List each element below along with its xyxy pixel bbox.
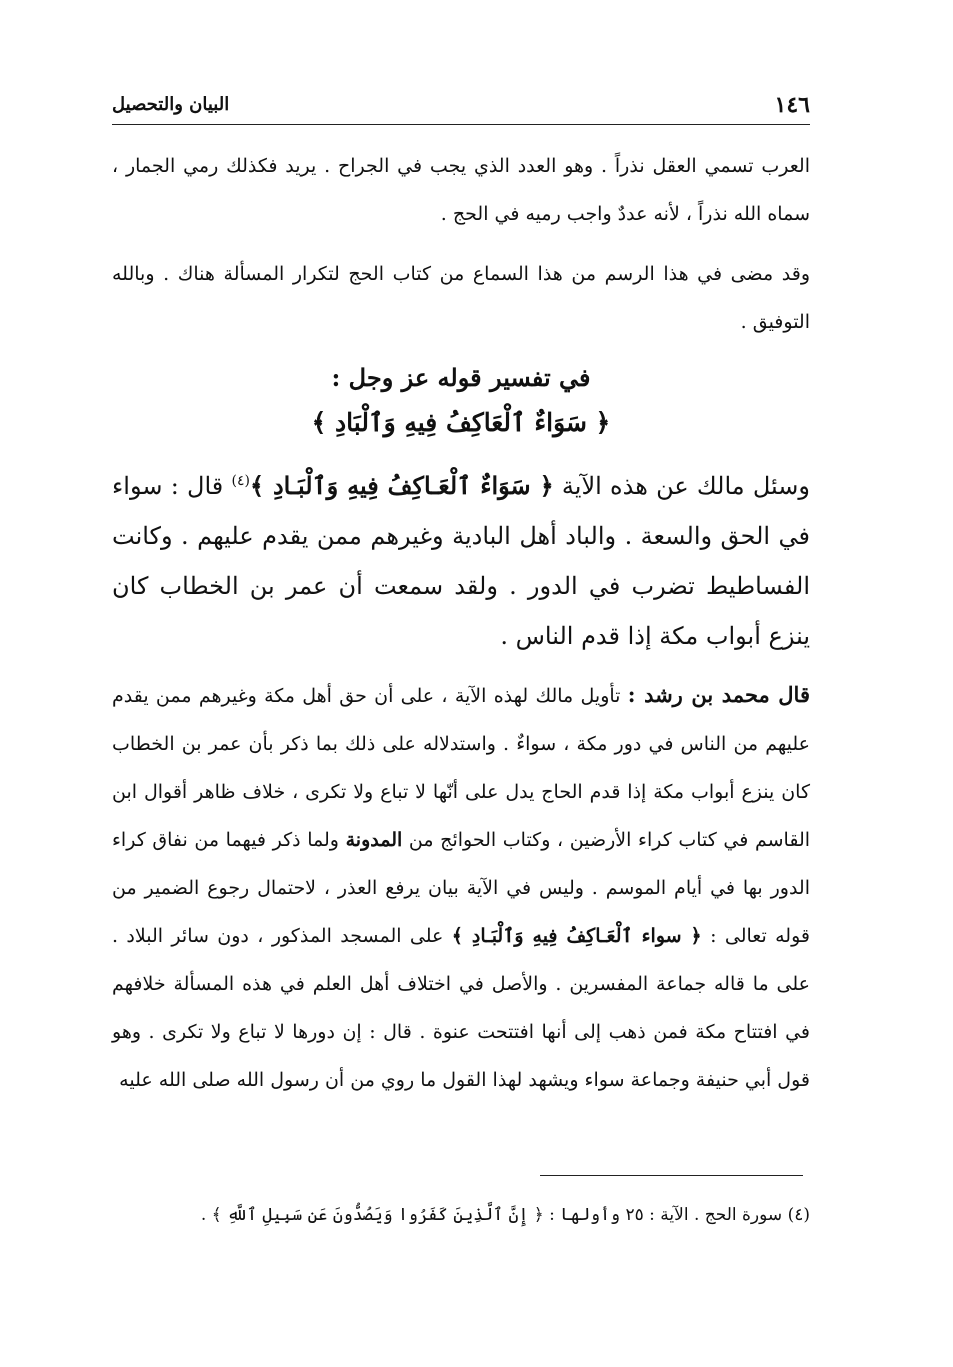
- paragraph-2: وقد مضى في هذا الرسم من هذا السماع من كتاب الحج لتكرار المسألة هناك . وبالله التوفيق .: [112, 263, 810, 333]
- footnote-number: (٤): [787, 1205, 810, 1225]
- paragraph-commentary: [112, 671, 810, 1104]
- commentary-text-1: تأويل مالك لهذه الآية ، على أن حق أهل مكة وغيرهم ممن يقدم عليهم من الناس في دور مكة ، سواءٌ . واستدلاله على ذلك بما ذكر بأن عمر بن الخطاب كان ينزع أبواب مكة إذا قدم الحاج يدل على أنّها لا تباع ولا تكرى ، خلاف ظاهر أقوال ابن القاسم في كتاب كراء الأرضين ، وكتاب الحوائج من: [112, 685, 811, 851]
- page-body: [112, 142, 810, 1104]
- commentary-lead: قال محمد بن رشد :: [627, 682, 810, 707]
- commentary-bold-word: المدونة: [345, 829, 403, 851]
- page-number: ١٤٦: [774, 92, 810, 118]
- section-heading: في تفسير قوله عز وجل :: [331, 363, 591, 392]
- commentary-verse: ﴿ سواء ٱلْعَـاكِفُ فِيهِ وَٱلْبَـادِ ﴾: [451, 925, 702, 947]
- question-answer: قال : سواء في الحق والسعة . والباد أهل البادية وغيرهم ممن يقدم عليهم . وكانت الفساطيط تضرب في الدور . ولقد سمعت أن عمر بن الخطاب كان ينزع أبواب مكة إذا قدم الناس .: [112, 472, 810, 650]
- page-header: [112, 88, 810, 125]
- footnote: [112, 1198, 810, 1232]
- question-verse: ﴿ سَوَاءٌ ٱلْعَـاكِفُ فِيهِ وَٱلْبَـادِ ﴾: [249, 471, 554, 500]
- paragraph-question: [112, 456, 810, 661]
- running-title: البيان والتحصيل: [112, 94, 230, 115]
- paragraph-1: العرب تسمي العقل نذراً . وهو العدد الذي يجب في الجراح . يريد فكذلك رمي الجمار ، سماه الله نذراً ، لأنه عددٌ واجب رميه في الحج .: [112, 155, 810, 225]
- commentary-text-3: على المسجد المذكور ، دون سائر البلاد . على ما قاله جماعة المفسرين . والأصل في اختلاف أهل العلم في هذه المسألة خلافهم في افتتاح مكة فمن ذهب إلى أنها افتتحت عنوة . قال : إن دورها لا تباع ولا تكرى . وهو قول أبي حنيفة وجماعة سواء ويشهد لهذا القول ما روي من أن رسول الله صلى الله عليه: [112, 925, 810, 1091]
- footnote-divider: [540, 1175, 803, 1176]
- section-heading-verse: ﴿ سَوَاءٌ ٱلْعَاكِفُ فِيهِ وَٱلْبَادِ ﴾: [311, 408, 611, 437]
- footnote-reference: (٤): [231, 473, 250, 489]
- footnote-text: سورة الحج . الآية : ٢٥ وأولها : ﴿ إِنَّ ٱلَّذِينَ كَفَرُوا وَيَصُدُّونَ عَن سَبِيلِ ٱللَّهِ ﴾ .: [200, 1205, 783, 1225]
- question-intro: وسئل مالك عن هذه الآية: [561, 472, 810, 500]
- commentary-text-2: ولما ذكر فيهما من نفاق كراء الدور بها في أيام الموسم . وليس في الآية بيان يرفع العذر ، لاحتمال رجوع الضمير من قوله تعالى :: [112, 829, 810, 947]
